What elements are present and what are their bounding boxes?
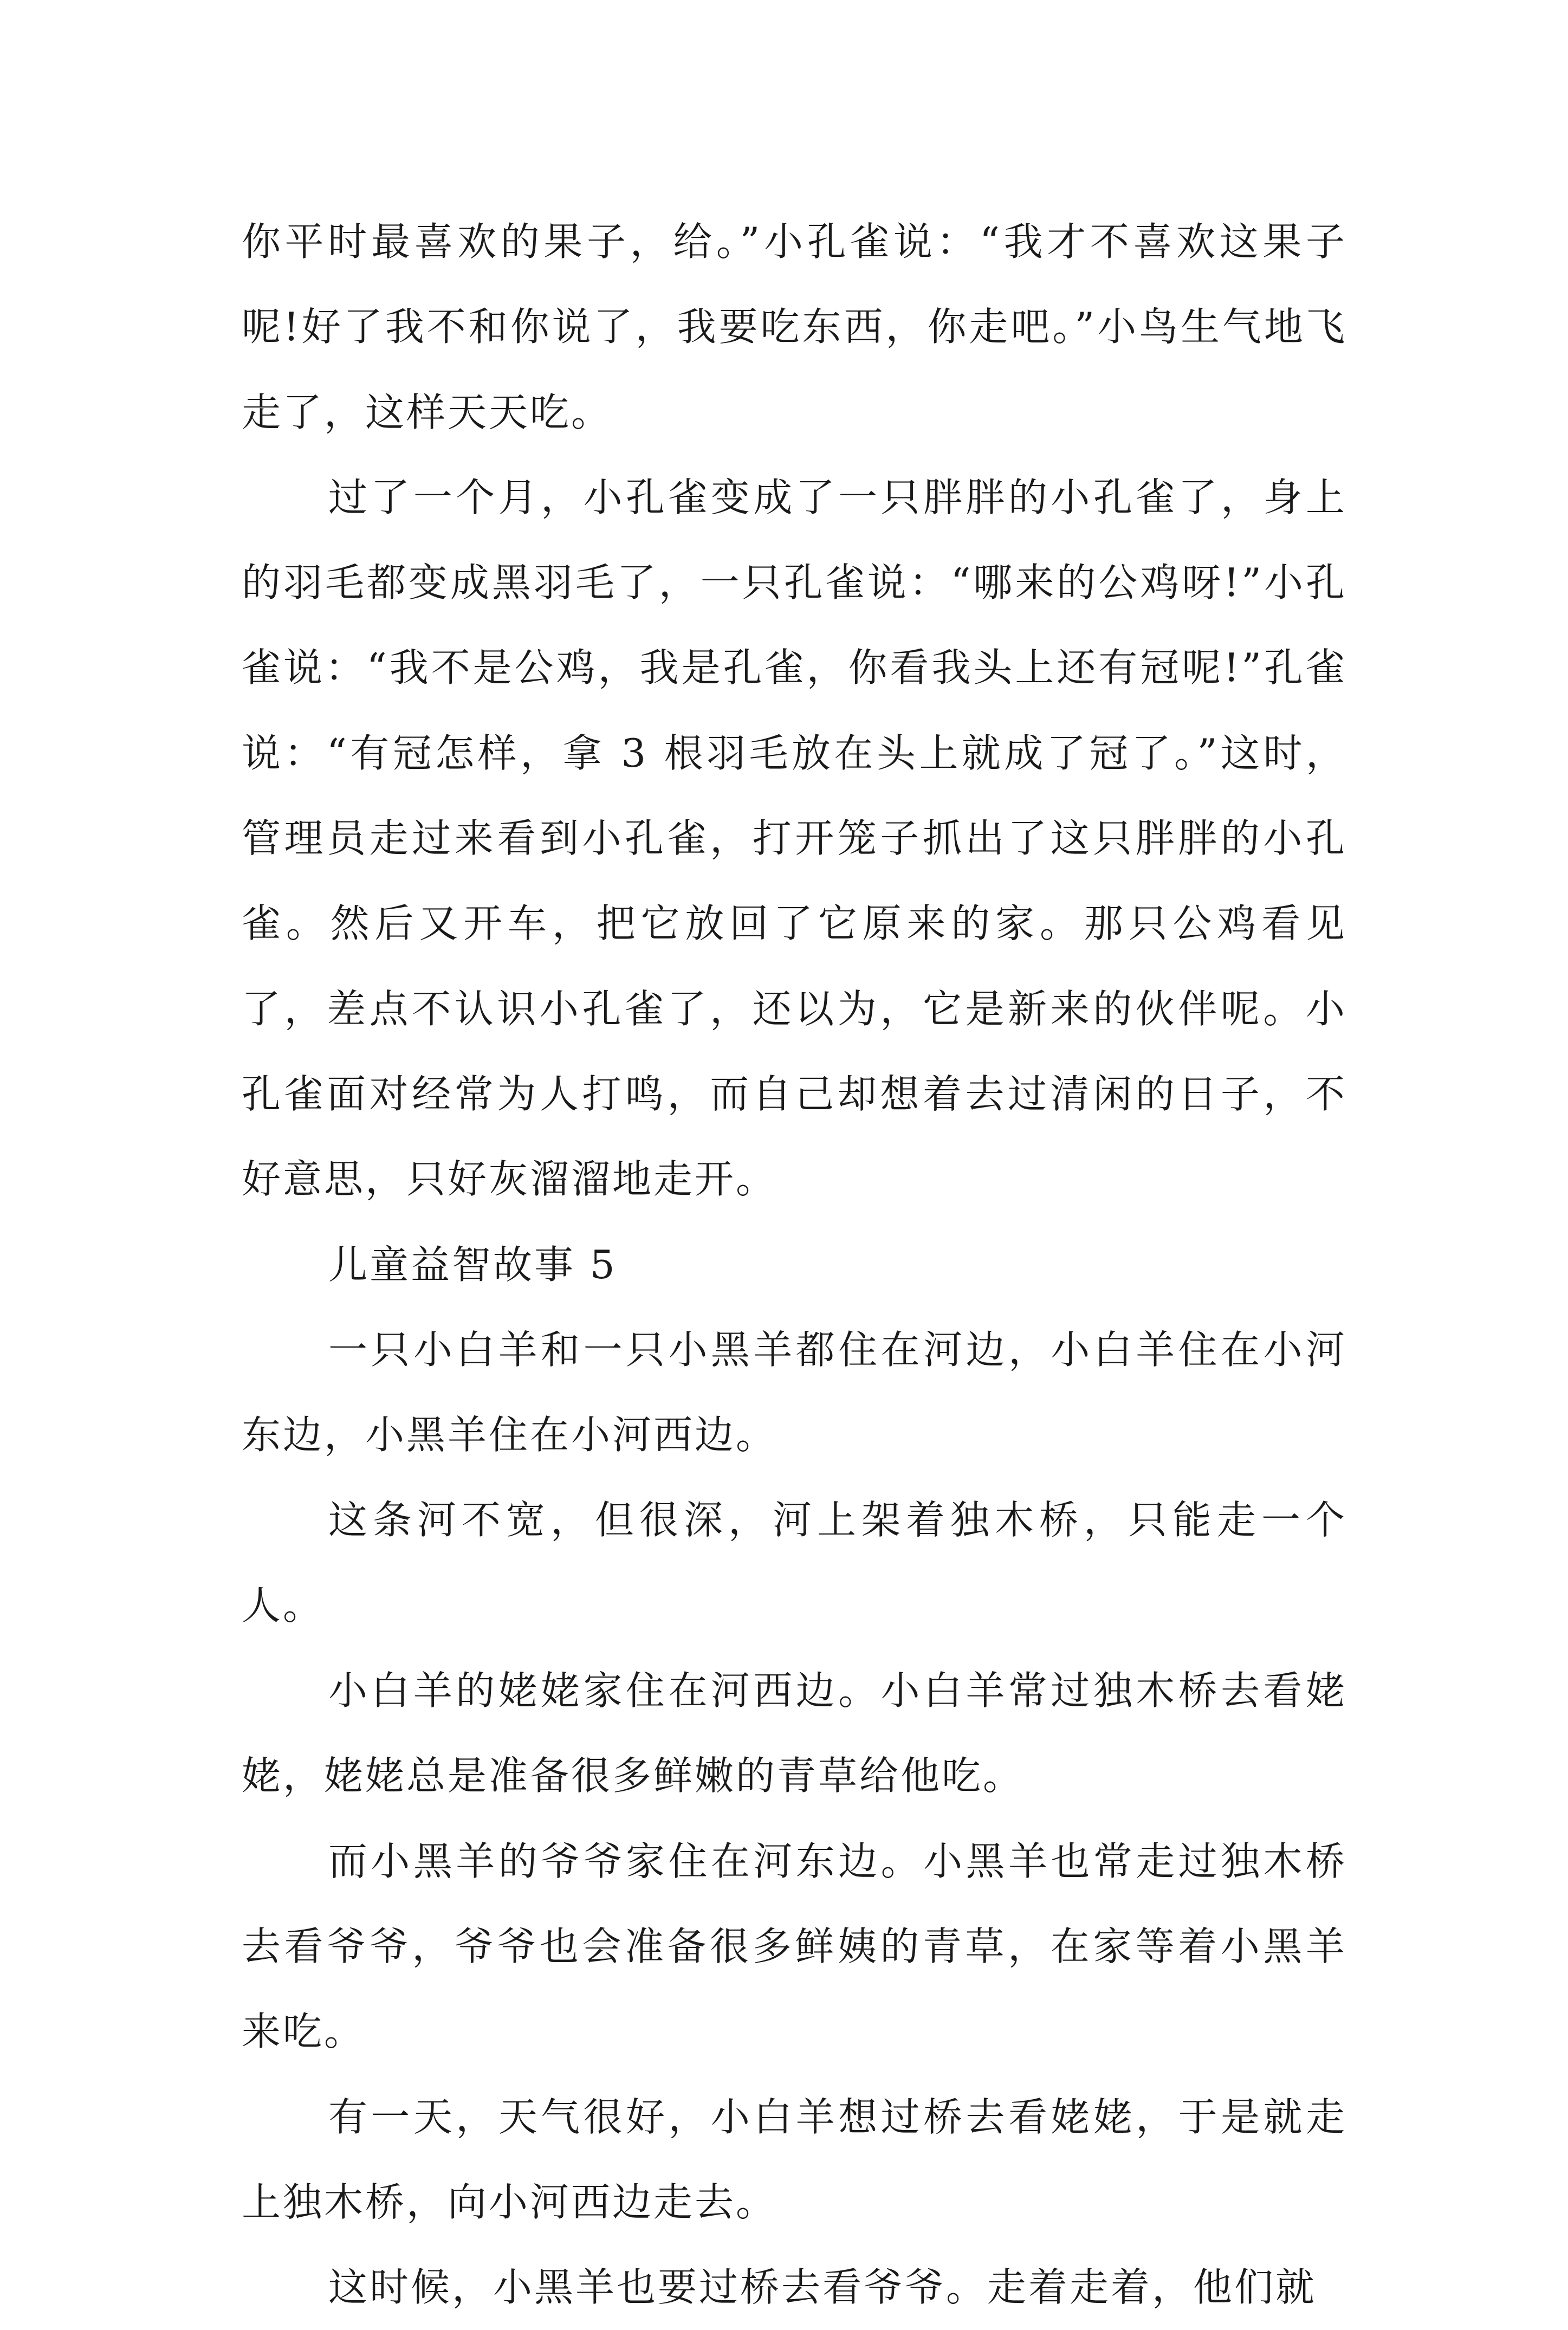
paragraph-white-goat-grandma: 小白羊的姥姥家住在河西边。小白羊常过独木桥去看姥姥，姥姥总是准备很多鲜嫩的青草给他吃。 — [242, 1668, 1347, 1799]
paragraph-one-day: 有一天，天气很好，小白羊想过桥去看姥姥，于是就走上独木桥，向小河西边走去。 — [242, 2094, 1347, 2225]
document-body — [242, 199, 1347, 2330]
paragraph-bridge: 这条河不宽，但很深，河上架着独木桥，只能走一个人。 — [242, 1497, 1347, 1628]
paragraph-black-goat-grandpa: 而小黑羊的爷爷家住在河东边。小黑羊也常走过独木桥去看爷爷，爷爷也会准备很多鲜姨的青草，在家等着小黑羊来吃。 — [242, 1838, 1347, 2055]
paragraph-meeting: 这时候，小黑羊也要过桥去看爷爷。走着走着，他们就 — [328, 2264, 1317, 2310]
paragraph-two-goats: 一只小白羊和一只小黑羊都住在河边，小白羊住在小河东边，小黑羊住在小河西边。 — [242, 1326, 1347, 1458]
paragraph-continuation: 你平时最喜欢的果子，给。”小孔雀说：“我才不喜欢这果子呢!好了我不和你说了，我要吃东西，你走吧。”小鸟生气地飞走了，这样天天吃。 — [242, 219, 1347, 435]
paragraph-peacock-month-later: 过了一个月，小孔雀变成了一只胖胖的小孔雀了，身上的羽毛都变成黑羽毛了，一只孔雀说：“哪来的公鸡呀!”小孔雀说：“我不是公鸡，我是孔雀，你看我头上还有冠呢!”孔雀说：“有冠怎样，拿 3 根羽毛放在头上就成了冠了。”这时，管理员走过来看到小孔雀，打开笼子抓出了这只胖胖的小孔雀。然后又开车，把它放回了它原来的家。那只公鸡看见了，差点不认识小孔雀了，还以为，它是新来的伙伴呢。小孔雀面对经常为人打鸣，而自己却想着去过清闲的日子，不好意思，只好灰溜溜地走开。 — [242, 474, 1347, 1202]
story-heading: 儿童益智故事 5 — [328, 1241, 617, 1287]
